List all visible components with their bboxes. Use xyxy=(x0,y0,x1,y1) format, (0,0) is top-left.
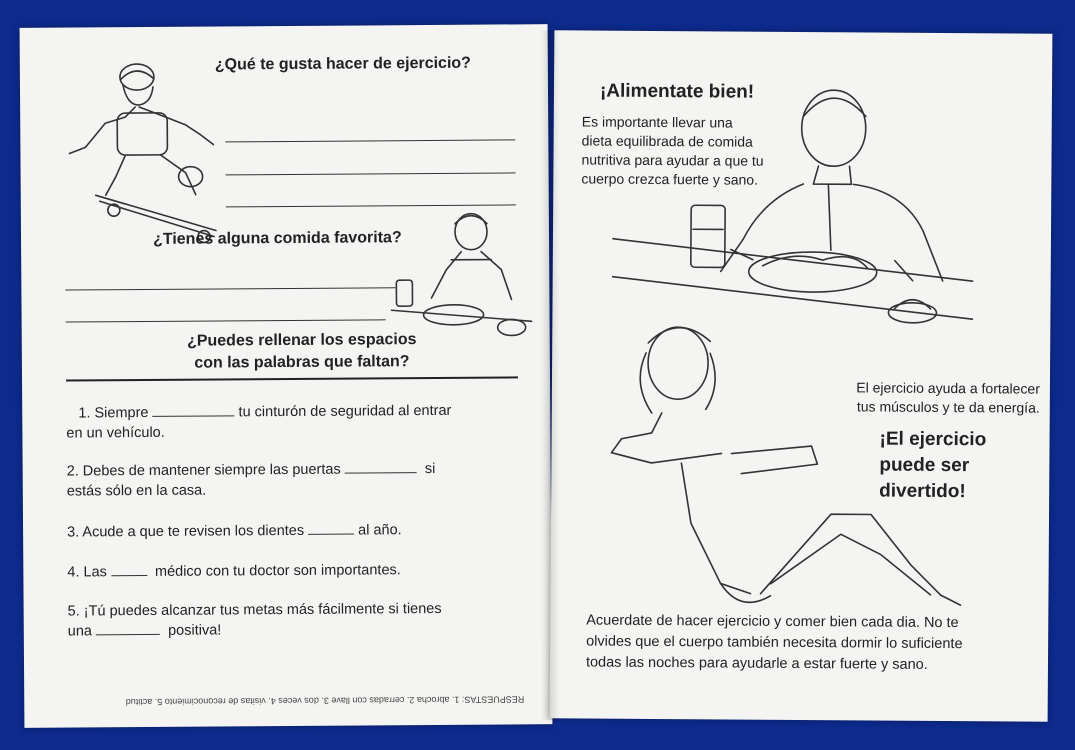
food-question: ¿Tienes alguna comida favorita? xyxy=(152,229,402,248)
paragraph-line: olvides que el cuerpo también necesita dormir lo suficiente xyxy=(586,633,963,653)
right-page xyxy=(550,30,1053,721)
paragraph-line: todas las noches para ayudarle a estar fuerte y sano. xyxy=(585,654,928,673)
blank-field[interactable] xyxy=(111,575,147,576)
fill-question-line-1: ¿Puedes rellenar los espacios xyxy=(186,331,417,350)
list-item xyxy=(67,519,527,542)
callout-line: ¡El ejercicio xyxy=(879,428,987,451)
item-text: 5. ¡Tú puedes alcanzar tus metas más fácilmente si tienes xyxy=(67,600,442,620)
paragraph-line: tus músculos y te da energía. xyxy=(856,398,1040,416)
item-text: al año. xyxy=(358,522,402,539)
paragraph-line: El ejercicio ayuda a fortalecer xyxy=(856,379,1040,397)
closing-paragraph xyxy=(586,611,1026,677)
answer-line[interactable] xyxy=(225,139,515,142)
paragraph-line: Acuerdate de hacer ejercicio y comer bien cada dia. No te xyxy=(586,612,959,632)
paragraph-line: cuerpo crezca fuerte y sano. xyxy=(581,170,759,188)
item-text: 2. Debes de mantener siempre las puertas xyxy=(66,461,341,480)
answer-line[interactable] xyxy=(226,172,516,175)
boy-eating-small-illustration xyxy=(391,209,532,340)
paragraph-line: Es importante llevar una xyxy=(581,113,733,131)
blank-field[interactable] xyxy=(153,415,235,417)
callout-line: puede ser xyxy=(879,454,970,477)
item-text: positiva! xyxy=(168,622,222,639)
exercise-question: ¿Qué te gusta hacer de ejercicio? xyxy=(214,54,471,74)
item-text: 3. Acude a que te revisen los dientes xyxy=(67,522,305,541)
item-text: si xyxy=(424,460,436,478)
food-title: ¡Alimentate bien! xyxy=(599,80,755,103)
answer-line[interactable] xyxy=(65,287,395,290)
list-item xyxy=(67,458,527,501)
blank-field[interactable] xyxy=(96,634,160,635)
blank-field[interactable] xyxy=(345,472,417,474)
list-item xyxy=(66,400,526,443)
exercise-paragraph xyxy=(800,378,1040,418)
callout-line: divertido! xyxy=(879,480,966,503)
blank-field[interactable] xyxy=(308,534,354,535)
paragraph-line: nutritiva para ayudar a que tu xyxy=(581,151,764,169)
answer-key-upside-down: RESPUESTAS: 1. abrocha 2. cerradas con llave 3. dos veces 4. visitas de reconocimiento 5. actitud xyxy=(125,694,525,708)
item-text: tu cinturón de seguridad al entrar xyxy=(238,402,452,421)
item-text: médico con tu doctor son importantes. xyxy=(154,562,401,580)
boy-eating-illustration xyxy=(612,79,974,332)
list-item xyxy=(67,559,527,582)
section-divider xyxy=(66,376,518,381)
book-spine xyxy=(540,30,560,720)
fill-question xyxy=(172,329,432,375)
item-text: 4. Las xyxy=(67,564,107,581)
fill-question-line-2: con las palabras que faltan? xyxy=(194,353,410,372)
item-text: estás sólo en la casa. xyxy=(66,482,207,500)
item-text: una xyxy=(67,623,93,640)
fun-callout xyxy=(879,427,986,506)
skateboarder-illustration xyxy=(65,54,226,225)
paragraph-line: dieta equilibrada de comida xyxy=(581,132,753,150)
answer-line[interactable] xyxy=(226,204,516,207)
list-item xyxy=(68,598,528,641)
item-text: en un vehículo. xyxy=(66,424,165,442)
answer-line[interactable] xyxy=(66,319,386,322)
left-page xyxy=(20,24,553,728)
item-text: 1. Siempre xyxy=(78,404,149,422)
